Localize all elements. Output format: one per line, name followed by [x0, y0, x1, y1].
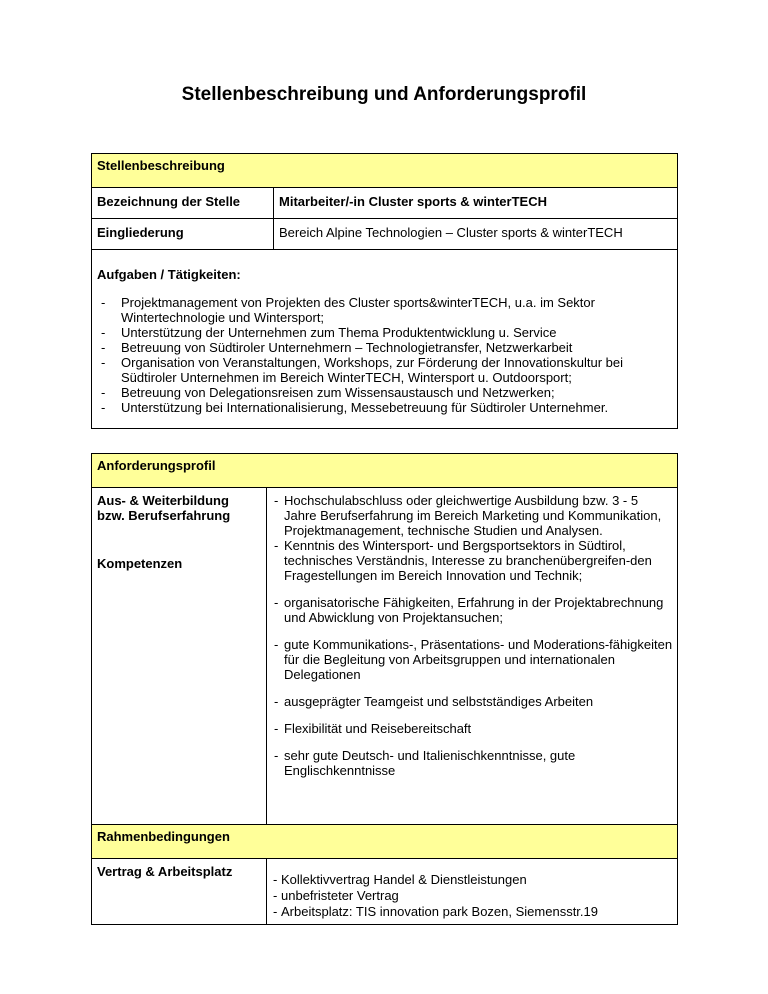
list-item: - Flexibilität und Reisebereitschaft [272, 721, 674, 736]
section-header-anforderungsprofil: Anforderungsprofil [92, 454, 678, 488]
list-item: - Arbeitsplatz: TIS innovation park Bozen, Siemensstr.19 [272, 904, 672, 920]
list-item: - Unterstützung der Unternehmen zum Thema Produktentwicklung u. Service [97, 325, 672, 340]
conditions-table [91, 824, 678, 925]
list-item: - gute Kommunikations-, Präsentations- und Moderations-fähigkeiten für die Begleitung von Arbeitsgruppen und internationalen Delegationen [272, 637, 674, 682]
list-item: - Unterstützung bei Internationalisierung, Messebetreuung für Südtiroler Unternehmer. [97, 400, 672, 415]
label-contract: Vertrag & Arbeitsplatz [92, 859, 267, 925]
list-item: - organisatorische Fähigkeiten, Erfahrung in der Projektabrechnung und Abwicklung von Projektansuchen; [272, 595, 674, 625]
page-title: Stellenbeschreibung und Anforderungsprofil [181, 84, 587, 105]
list-item: - Betreuung von Delegationsreisen zum Wissensaustausch und Netzwerken; [97, 385, 672, 400]
list-item: - Betreuung von Südtiroler Unternehmern – Technologietransfer, Netzwerkarbeit [97, 340, 672, 355]
label-job-title: Bezeichnung der Stelle [92, 188, 274, 219]
section-header-stellenbeschreibung: Stellenbeschreibung [92, 154, 678, 188]
value-integration: Bereich Alpine Technologien – Cluster sports & winterTECH [274, 219, 678, 250]
tasks-list [97, 295, 672, 415]
tasks-cell [92, 250, 678, 429]
job-description-table [91, 153, 678, 429]
requirements-labels [92, 488, 267, 834]
list-item: - Projektmanagement von Projekten des Cluster sports&winterTECH, u.a. im Sektor Wintertechnologie und Wintersport; [97, 295, 672, 325]
tasks-title: Aufgaben / Tätigkeiten: [97, 267, 241, 282]
list-item: - unbefristeter Vertrag [272, 888, 672, 904]
label-integration: Eingliederung [92, 219, 274, 250]
list-item: - Organisation von Veranstaltungen, Workshops, zur Förderung der Innovationskultur bei Südtiroler Unternehmen im Bereich WinterTECH, Wintersport u. Outdoorsport; [97, 355, 672, 385]
label-education: Aus- & Weiterbildung [97, 493, 229, 508]
section-header-rahmenbedingungen: Rahmenbedingungen [92, 825, 678, 859]
list-item: - Hochschulabschluss oder gleichwertige Ausbildung bzw. 3 - 5 Jahre Berufserfahrung im Bereich Marketing und Kommunikation, Projektmanagement, technische Studien und Analysen. [272, 493, 674, 538]
conditions-cell [267, 859, 678, 925]
list-item: - sehr gute Deutsch- und Italienischkenntnisse, gute Englischkenntnisse [272, 748, 674, 778]
list-item: - ausgeprägter Teamgeist und selbstständiges Arbeiten [272, 694, 674, 709]
requirements-list [272, 493, 674, 778]
label-experience: bzw. Berufserfahrung [97, 508, 231, 523]
list-item: - Kenntnis des Wintersport- und Bergsportsektors in Südtirol, technisches Verständnis, Interesse zu branchenübergreifen-den Fragestellungen im Bereich Innovation und Technik; [272, 538, 674, 583]
list-item: - Kollektivvertrag Handel & Dienstleistungen [272, 872, 672, 888]
label-competences: Kompetenzen [97, 556, 183, 571]
conditions-list [272, 872, 672, 920]
value-job-title: Mitarbeiter/-in Cluster sports & winterTECH [274, 188, 678, 219]
requirements-table [91, 453, 678, 834]
requirements-cell [267, 488, 678, 834]
